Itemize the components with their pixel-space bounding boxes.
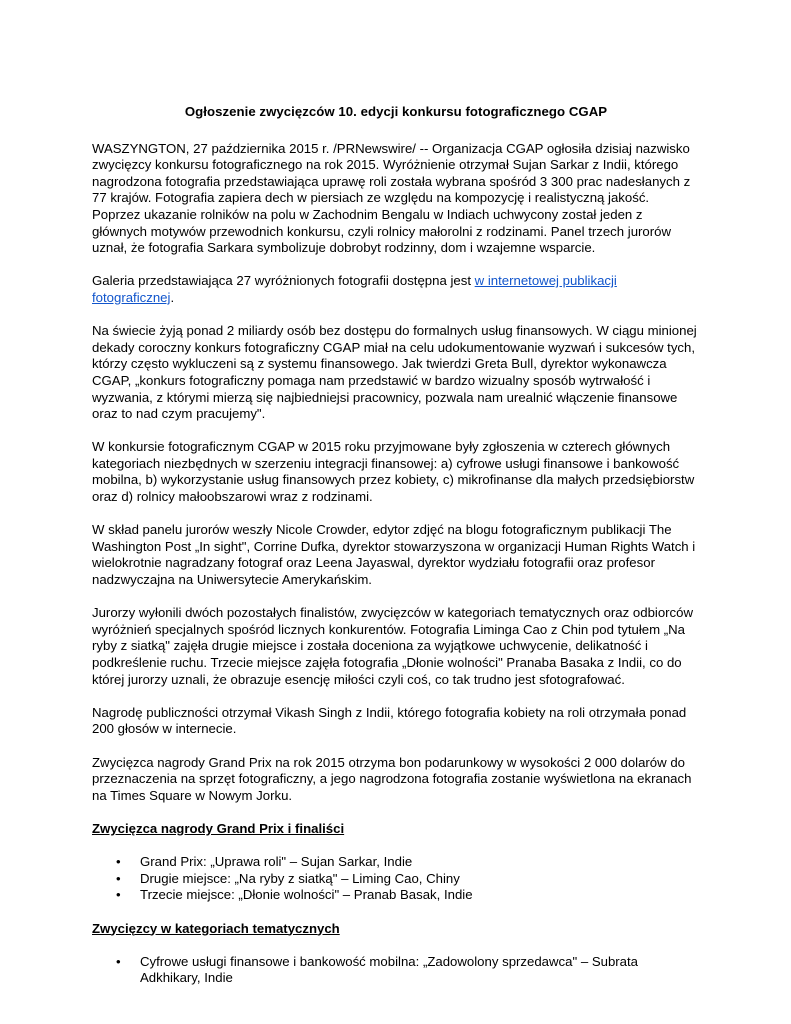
list-item: • Drugie miejsce: „Na ryby z siatką" – Liming Cao, Chiny bbox=[140, 871, 700, 888]
gallery-text-suffix: . bbox=[170, 289, 175, 305]
grand-prix-list bbox=[92, 854, 700, 904]
section-heading-grand-prix: Zwycięzca nagrody Grand Prix i finaliści bbox=[92, 820, 345, 836]
document-title: Ogłoszenie zwycięzców 10. edycji konkursu fotograficznego CGAP bbox=[184, 104, 608, 119]
list-item: • Grand Prix: „Uprawa roli" – Sujan Sarkar, Indie bbox=[140, 854, 700, 871]
photo-publication-link[interactable]: w internetowej publikacji fotograficznej bbox=[92, 273, 617, 305]
thematic-categories-list bbox=[92, 954, 700, 987]
paragraph-categories: W konkursie fotograficznym CGAP w 2015 roku przyjmowane były zgłoszenia w czterech głównych kategoriach niezbędnych w szerzeniu integracji finansowej: a) cyfrowe usługi finansowe i bankowość mobilna, b) wykorzystanie usług finansowych przez kobiety, c) mikrofinanse dla małych przedsiębiorstw oraz d) rolnicy małoobszarowi wraz z rodzinami. bbox=[92, 439, 695, 505]
paragraph-finalists: Jurorzy wyłonili dwóch pozostałych finalistów, zwycięzców w kategoriach tematycznych oraz odbiorców wyróżnień specjalnych spośród licznych konkurentów. Fotografia Liminga Cao z Chin pod tytułem „Na ryby z siatką" zajęła drugie miejsce i została doceniona za wyjątkowe uchwycenie, delikatność i podkreślenie ruchu. Trzecie miejsce zajęła fotografia „Dłonie wolności" Pranaba Basaka z Indii, co do której jurorzy uznali, że obrazuje esencję miłości czyli coś, co tak trudno jest sfotografować. bbox=[92, 605, 694, 687]
paragraph-jury: W skład panelu jurorów weszły Nicole Crowder, edytor zdjęć na blogu fotograficznym publikacji The Washington Post „In sight", Corrine Dufka, dyrektor stowarzyszona w organizacji Human Rights Watch i wielokrotnie nagradzany fotograf oraz Leena Jayaswal, dyrektor wydziału fotografii oraz profesor nadzwyczajna na Uniwersytecie Amerykańskim. bbox=[92, 522, 696, 588]
list-item: • Cyfrowe usługi finansowe i bankowość mobilna: „Zadowolony sprzedawca" – Subrata Adkhikary, Indie bbox=[140, 954, 700, 987]
document-page bbox=[92, 104, 700, 1003]
paragraph-gallery bbox=[92, 273, 700, 306]
section-heading-thematic-categories: Zwycięzcy w kategoriach tematycznych bbox=[92, 920, 340, 936]
paragraph-grand-prix-reward: Zwycięzca nagrody Grand Prix na rok 2015 otrzyma bon podarunkowy w wysokości 2 000 dolarów do przeznaczenia na sprzęt fotograficzny, a jego nagrodzona fotografia zostanie wyświetlona na ekranach na Times Square w Nowym Jorku. bbox=[92, 754, 692, 803]
list-item: • Trzecie miejsce: „Dłonie wolności" – Pranab Basak, Indie bbox=[140, 887, 700, 904]
paragraph-audience-award: Nagrodę publiczności otrzymał Vikash Singh z Indii, którego fotografia kobiety na roli otrzymała ponad 200 głosów w internecie. bbox=[92, 704, 687, 737]
gallery-text-prefix: Galeria przedstawiająca 27 wyróżnionych fotografii dostępna jest bbox=[92, 273, 475, 289]
paragraph-announcement: WASZYNGTON, 27 października 2015 r. /PRNewswire/ -- Organizacja CGAP ogłosiła dzisiaj nazwisko zwycięzcy konkursu fotograficznego na rok 2015. Wyróżnienie otrzymał Sujan Sarkar z Indii, którego nagrodzona fotografia przedstawiająca uprawę roli została wybrana spośród 3 300 prac nadesłanych z 77 krajów. Fotografia zapiera dech w piersiach ze względu na kompozycję i realistyczną jakość. Poprzez ukazanie rolników na polu w Zachodnim Bengalu w Indiach uchwycony został jeden z głównych motywów przewodnich konkursu, czyli rolnicy małorolni z rodzinami. Panel trzech jurorów uznał, że fotografia Sarkara symbolizuje dobrobyt rodzinny, dom i wzajemne wsparcie. bbox=[92, 140, 691, 256]
paragraph-financial-inclusion: Na świecie żyją ponad 2 miliardy osób bez dostępu do formalnych usług finansowych. W ciągu minionej dekady coroczny konkurs fotograficzny CGAP miał na celu udokumentowanie wyzwań i sukcesów tych, którzy często wykluczeni są z systemu finansowego. Jak twierdzi Greta Bull, dyrektor wykonawcza CGAP, „konkurs fotograficzny pomaga nam przedstawić w bardzo wizualny sposób wytrwałość i wyzwania, z którymi mierzą się najbiedniejsi pracownicy, pozwala nam urealnić włączenie finansowe oraz to nad czym pracujemy". bbox=[92, 323, 697, 422]
